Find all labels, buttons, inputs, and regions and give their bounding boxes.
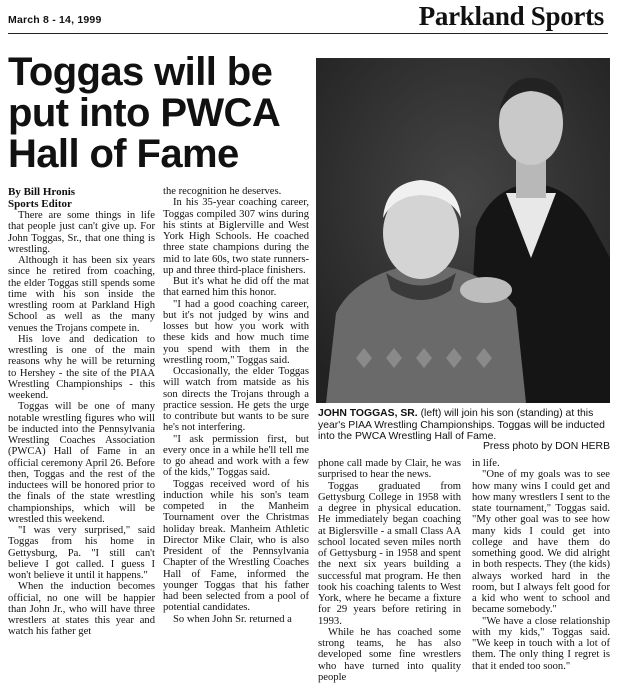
paragraph: There are some things in life that people just can't give up. For John Toggas, Sr., that one thing is wrestling. bbox=[8, 210, 155, 255]
byline bbox=[8, 186, 158, 210]
paragraph: While he has coached some strong teams, he has also developed some fine wrestlers who have turned into quality people bbox=[318, 626, 461, 683]
paragraph: "I was very surprised," said Toggas from his home in Gettysburg, Pa. "I still can't believe I got called. I guess I won't believe it until it happens." bbox=[8, 525, 155, 581]
article-column-2 bbox=[163, 186, 309, 625]
photo-caption bbox=[318, 408, 612, 443]
paragraph: "I ask permission first, but every once in a while he'll tell me to go ahead and work with a few of the kids," Toggas said. bbox=[163, 433, 309, 479]
paragraph: So when John Sr. returned a bbox=[173, 613, 292, 625]
byline-name: By Bill Hronis bbox=[8, 186, 76, 198]
caption-name: JOHN TOGGAS, SR. bbox=[318, 408, 418, 419]
paragraph: phone call made by Clair, he was surprised to hear the news. bbox=[318, 458, 461, 481]
paragraph: But it's what he did off the mat that earned him this honor. bbox=[163, 276, 309, 299]
paragraph: Toggas graduated from Gettysburg College in 1958 with a degree in physical education. He immediately began coaching at Biglersville - a small Class AA school located seven miles north of Gettysburg - in 1958 and spent the next six years building a successful mat program. He then took his coaching talents to West York, where he became a fixture for 29 years before retiring in 1993. bbox=[318, 480, 461, 627]
paragraph: Toggas received word of his induction while his son's team competed in the Manheim Tournament over the Christmas holiday break. Manheim Athletic Director Mike Clair, who is also President of the Pennsylvania Chapter of the Wrestling Coaches Hall of Fame, informed the younger Toggas that his father had been selected from a pool of potential candidates. bbox=[163, 478, 309, 614]
paragraph: in life. bbox=[472, 458, 500, 469]
issue-date: March 8 - 14, 1999 bbox=[8, 14, 102, 26]
byline-title: Sports Editor bbox=[8, 198, 72, 210]
paragraph: Occasionally, the elder Toggas will watch from matside as his son directs the Trojans through a practice session. He gets the urge to contribute but wants to be sure he's not interfering. bbox=[163, 366, 309, 434]
headline-line: Hall of Fame bbox=[8, 132, 239, 176]
photo-illustration bbox=[316, 58, 610, 403]
caption-text: (left) will join his son (standing) at this year's PIAA Wrestling Championships. Toggas will be inducted into the PWCA Wrestling Hall of Fame. bbox=[318, 408, 605, 443]
photo-credit: Press photo by DON HERB bbox=[482, 441, 610, 452]
paragraph: Although it has been six years since he retired from coaching, the elder Toggas still spends some time with his son inside the wrestling room at Parkland High School as well as the many venues the Trojans compete in. bbox=[8, 255, 155, 334]
masthead-rule bbox=[8, 33, 608, 34]
article-column-4 bbox=[472, 458, 610, 672]
photo-father-and-son bbox=[316, 58, 610, 403]
paragraph: "We have a close relationship with my kids," Toggas said. "We keep in touch with a lot of them. The only thing I regret is that it ended too soon." bbox=[472, 615, 610, 672]
paragraph: When the induction becomes official, no one will be happier than John Jr., who will have three wrestlers at states this year and watch his father get bbox=[8, 581, 155, 638]
article-column-3 bbox=[318, 458, 461, 683]
paragraph: Toggas will be one of many notable wrestling figures who will be inducted into the Pennsylvania Wrestling Coaches Association (PWCA) Hall of Fame in an official ceremony April 26. Before then, Toggas and the rest of the inductees will be honored prior to the finals of the state wrestling championships, which will be wrestled this weekend. bbox=[8, 401, 155, 525]
headline-line: put into PWCA bbox=[8, 91, 281, 135]
headline bbox=[8, 52, 308, 175]
paragraph: "One of my goals was to see how many wins I could get and how many wrestlers I sent to the state tournament," Toggas said. "My other goal was to see how many kids I could get into college and have them do something good. We did alright in both respects. They (the kids) always worked hard in the room, but I always felt good for a kid who went to school and became somebody." bbox=[472, 469, 610, 616]
section-title: Parkland Sports bbox=[418, 1, 604, 31]
paragraph: In his 35-year coaching career, Toggas compiled 307 wins during his stints at Biglerville and West York High Schools. He coached three state champions during the mid to late 60s, two state runners-up and three third-place finishers. bbox=[163, 197, 309, 276]
headline-line: Toggas will be bbox=[8, 50, 273, 94]
article-column-1 bbox=[8, 210, 155, 638]
paragraph: His love and dedication to wrestling is one of the main reasons why he will be returning to Hershey - the site of the PIAA Wrestling Championships - this weekend. bbox=[8, 333, 155, 401]
paragraph: the recognition he deserves. bbox=[163, 186, 282, 197]
paragraph: "I had a good coaching career, but it's not judged by wins and losses but how you work with these kids and how much time you spend with them in the wrestling room," Toggas said. bbox=[163, 298, 309, 366]
